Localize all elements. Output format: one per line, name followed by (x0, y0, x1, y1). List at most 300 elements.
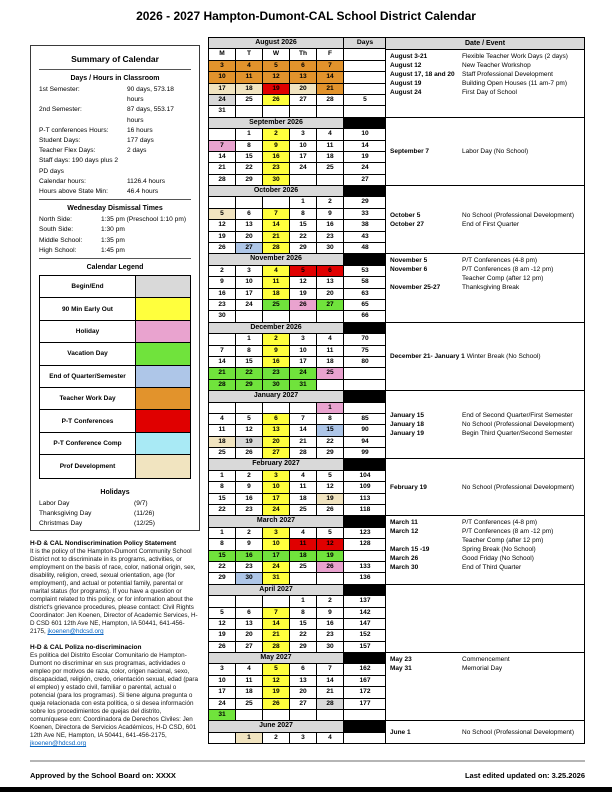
month-events-column (385, 117, 585, 186)
legend-row (40, 321, 190, 343)
dismissal-label: North Side: (39, 216, 72, 224)
stat-label: Staff days: 190 days plus 2 PD days (39, 157, 119, 175)
day-cell: 5 (236, 414, 263, 425)
event-date (390, 536, 460, 545)
day-cell: 30 (263, 175, 290, 186)
day-cell: 4 (290, 471, 317, 482)
legend-label: Holiday (40, 321, 136, 343)
page-title: 2026 - 2027 Hampton-Dumont-CAL School District Calendar (136, 9, 476, 23)
month-events-box (386, 721, 584, 743)
legend-color-swatch (136, 388, 190, 410)
divider (39, 69, 191, 70)
day-cell: 27 (263, 448, 290, 459)
day-cell: 11 (290, 539, 317, 550)
day-cell: 1 (209, 528, 236, 539)
event-date: May 23 (390, 656, 412, 664)
month-block (208, 584, 585, 653)
day-cell: 22 (317, 437, 344, 448)
days-column-black-cell (344, 721, 387, 732)
day-cell: 2 (317, 596, 344, 607)
policy-en-email-link[interactable]: jkoenen@hdcsd.org (47, 628, 104, 635)
day-cell: 24 (263, 505, 290, 516)
month-block (208, 652, 585, 721)
day-cell: 29 (290, 243, 317, 254)
days-count-cell: 167 (344, 676, 387, 687)
days-count-cell: 152 (344, 630, 387, 641)
day-cell: 3 (290, 733, 317, 744)
days-count-cell: 118 (344, 505, 387, 516)
days-column-black-cell (344, 516, 387, 527)
day-cell: 27 (236, 243, 263, 254)
dismissal-row (39, 215, 191, 225)
month-events-box (386, 323, 584, 390)
month-block (208, 185, 585, 254)
month-events-box (386, 585, 584, 652)
day-cell: 12 (209, 619, 236, 630)
month-mini-calendar (208, 652, 386, 721)
legend-label: Teacher Work Day (40, 388, 136, 410)
event-row (390, 545, 580, 554)
event-date: November 6 (390, 266, 428, 274)
month-mini-calendar (208, 117, 386, 186)
days-count-cell: 66 (344, 311, 387, 322)
day-cell: 18 (290, 551, 317, 562)
event-row (390, 518, 580, 527)
day-cell: 20 (290, 687, 317, 698)
event-row (390, 147, 580, 156)
month-events-box (386, 50, 584, 116)
day-cell: 5 (290, 266, 317, 277)
stat-row (39, 85, 191, 105)
day-cell: 1 (209, 471, 236, 482)
event-description: No School (Professional Development) (462, 211, 574, 219)
day-cell: 5 (317, 471, 344, 482)
day-cell: 20 (290, 84, 317, 95)
month-events-box (386, 391, 584, 458)
policy-es-body (30, 652, 200, 748)
month-block (208, 322, 585, 391)
day-cell: 31 (209, 106, 236, 117)
day-cell: 4 (236, 664, 263, 675)
day-cell: 26 (209, 642, 236, 653)
day-cell: 1 (290, 197, 317, 208)
month-block (208, 458, 585, 516)
day-cell: 23 (263, 163, 290, 174)
day-cell: 21 (263, 630, 290, 641)
legend-row (40, 276, 190, 298)
day-cell: 13 (263, 425, 290, 436)
dismissal-heading: Wednesday Dismissal Times (67, 205, 163, 213)
day-cell: 17 (290, 152, 317, 163)
days-count-cell: 10 (344, 129, 387, 140)
event-description: Begin Third Quarter/Second Semester (462, 430, 573, 438)
policy-section (30, 540, 200, 748)
day-cell: 3 (290, 334, 317, 345)
event-row (390, 655, 580, 664)
event-row (390, 274, 580, 283)
days-count-cell: 27 (344, 175, 387, 186)
day-cell: 6 (236, 608, 263, 619)
event-row (390, 70, 580, 79)
day-cell: 18 (236, 687, 263, 698)
legend-row (40, 366, 190, 388)
dismissal-label: Middle School: (39, 236, 83, 244)
dismissal-label: South Side: (39, 226, 74, 234)
legend-row (40, 410, 190, 432)
month-events-box (386, 186, 584, 253)
stat-label: Hours above State Min: (39, 188, 108, 196)
day-cell: 19 (290, 289, 317, 300)
days-column-black-cell (344, 459, 387, 470)
holiday-row (39, 530, 191, 531)
day-cell: 9 (209, 277, 236, 288)
day-cell (209, 197, 236, 208)
day-cell: 30 (236, 573, 263, 584)
month-events-column (385, 515, 585, 584)
stat-label: Teacher Flex Days: (39, 147, 96, 155)
day-cell: 19 (236, 437, 263, 448)
day-cell: 15 (236, 152, 263, 163)
event-description: New Teacher Workshop (462, 62, 531, 70)
days-count-cell: 142 (344, 608, 387, 619)
legend-row (40, 343, 190, 365)
legend-row (40, 433, 190, 455)
month-title: September 2026 (209, 118, 344, 129)
event-description: Staff Professional Development (462, 71, 553, 79)
days-column-black-cell (344, 186, 387, 197)
legend-label: Begin/End (40, 276, 136, 298)
day-cell (263, 596, 290, 607)
event-description: P/T Conferences (4-8 pm) (462, 257, 538, 265)
day-cell: 31 (290, 380, 317, 391)
day-cell: 11 (263, 277, 290, 288)
day-cell: 22 (236, 368, 263, 379)
legend-color-swatch (136, 321, 190, 343)
day-cell: 24 (290, 163, 317, 174)
day-cell: 21 (290, 437, 317, 448)
day-cell: 19 (317, 494, 344, 505)
event-row (390, 79, 580, 88)
event-row (390, 283, 580, 292)
day-cell: 23 (209, 300, 236, 311)
day-cell: 6 (290, 61, 317, 72)
day-cell: 28 (317, 699, 344, 710)
day-cell: 12 (290, 277, 317, 288)
day-cell: 2 (263, 733, 290, 744)
days-count-cell (344, 72, 387, 83)
stat-row (39, 126, 191, 136)
day-cell: 5 (263, 61, 290, 72)
policy-es-email-link[interactable]: jkoenen@hdcsd.org (30, 740, 87, 747)
month-events-box (386, 118, 584, 185)
day-cell: 19 (263, 84, 290, 95)
days-count-cell: 5 (344, 95, 387, 106)
policy-en-heading: H-D & CAL Nondiscrimination Policy Statement (30, 540, 177, 547)
stat-row (39, 156, 191, 176)
days-count-cell: 48 (344, 243, 387, 254)
month-title: March 2027 (209, 516, 344, 527)
event-row (390, 88, 580, 97)
days-count-cell: 162 (344, 664, 387, 675)
day-cell: 5 (209, 209, 236, 220)
event-date: January 19 (390, 430, 424, 438)
month-title: December 2026 (209, 323, 344, 334)
day-cell: 25 (236, 699, 263, 710)
day-cell: 23 (263, 368, 290, 379)
event-row (390, 411, 580, 420)
day-cell: 30 (317, 642, 344, 653)
event-row (390, 429, 580, 438)
month-events-column (385, 652, 585, 721)
day-cell: 2 (263, 334, 290, 345)
day-cell (209, 334, 236, 345)
day-cell: 9 (317, 209, 344, 220)
month-events-column (385, 37, 585, 118)
day-cell: 25 (317, 163, 344, 174)
day-cell: 12 (209, 220, 236, 231)
day-cell: 15 (209, 551, 236, 562)
day-cell (236, 403, 263, 414)
day-cell: 26 (317, 562, 344, 573)
event-date: January 15 (390, 412, 424, 420)
event-date: October 5 (390, 211, 421, 219)
legend-row (40, 298, 190, 320)
event-row (390, 352, 580, 361)
day-cell: 5 (263, 664, 290, 675)
day-cell: 8 (317, 414, 344, 425)
days-count-cell: 94 (344, 437, 387, 448)
days-count-cell: 90 (344, 425, 387, 436)
day-cell: 19 (317, 551, 344, 562)
event-date: August 12 (390, 62, 422, 70)
month-block (208, 117, 585, 186)
day-cell: 3 (290, 129, 317, 140)
event-row (390, 536, 580, 545)
dismissal-row (39, 236, 191, 246)
legend-label: P-T Conferences (40, 410, 136, 432)
content-area (30, 38, 585, 756)
day-cell: 28 (263, 243, 290, 254)
legend-label: P-T Conference Comp (40, 433, 136, 455)
day-cell: 15 (209, 494, 236, 505)
days-count-cell (344, 368, 387, 379)
day-cell: 17 (209, 84, 236, 95)
days-count-cell: 147 (344, 619, 387, 630)
day-cell: 6 (317, 266, 344, 277)
days-count-cell: 24 (344, 163, 387, 174)
bottom-page-bar (0, 787, 612, 792)
day-cell: 20 (236, 232, 263, 243)
day-cell: 16 (236, 494, 263, 505)
day-cell: 2 (236, 471, 263, 482)
day-cell: 15 (236, 357, 263, 368)
holiday-date: (11/26) (134, 509, 155, 517)
day-cell: 17 (290, 357, 317, 368)
legend-color-swatch (136, 410, 190, 432)
holiday-name: Labor Day (39, 499, 70, 507)
day-cell: 21 (317, 84, 344, 95)
days-count-cell: 137 (344, 596, 387, 607)
day-cell: 27 (290, 699, 317, 710)
stat-label: Student Days: (39, 137, 81, 145)
day-cell: 17 (209, 687, 236, 698)
event-date: November 25-27 (390, 284, 441, 292)
days-count-cell: 136 (344, 573, 387, 584)
legend-heading: Calendar Legend (86, 264, 144, 272)
month-events-column (385, 390, 585, 459)
stat-row (39, 146, 191, 156)
dismissal-times (39, 215, 191, 256)
day-cell: 3 (209, 664, 236, 675)
day-cell: 1 (236, 733, 263, 744)
month-title: June 2027 (209, 721, 344, 732)
holiday-row (39, 499, 191, 509)
holiday-row (39, 519, 191, 529)
day-cell: 20 (236, 630, 263, 641)
dismissal-row (39, 246, 191, 256)
day-cell: 12 (317, 482, 344, 493)
day-cell: 10 (209, 676, 236, 687)
event-description: No School (Professional Development) (462, 728, 574, 736)
event-date: December 21- January 1 (390, 352, 465, 360)
days-count-cell: 33 (344, 209, 387, 220)
day-cell: 8 (209, 482, 236, 493)
event-description: End of First Quarter (462, 220, 520, 228)
day-cell: 11 (317, 346, 344, 357)
event-date: October 27 (390, 220, 424, 228)
day-cell: 7 (209, 141, 236, 152)
day-cell: 23 (236, 562, 263, 573)
footer-edited-text: Last edited updated on: 3.25.2026 (464, 771, 585, 780)
day-cell: 9 (236, 482, 263, 493)
day-cell: 10 (290, 141, 317, 152)
event-row (390, 483, 580, 492)
day-cell: 19 (263, 687, 290, 698)
dismissal-value: 1:35 pm (101, 236, 125, 244)
day-cell: 26 (290, 300, 317, 311)
stat-value: 16 hours (127, 126, 153, 134)
event-row (390, 256, 580, 265)
month-events-column (385, 322, 585, 391)
calendar-legend (39, 275, 191, 479)
days-column-header: Days (344, 38, 387, 49)
day-cell: 30 (263, 380, 290, 391)
month-block (208, 253, 585, 322)
month-events-column (385, 185, 585, 254)
day-cell: 13 (290, 72, 317, 83)
day-cell: 22 (290, 630, 317, 641)
event-description: Building Open Houses (11 am-7 pm) (462, 80, 568, 88)
month-events-column (385, 584, 585, 653)
event-date: March 12 (390, 528, 419, 536)
day-cell: 12 (263, 676, 290, 687)
days-count-cell: 38 (344, 220, 387, 231)
holiday-name: Thanksgiving Day (39, 509, 92, 517)
event-description: P/T Conferences (8 am -12 pm) (462, 266, 554, 274)
event-date: March 26 (390, 555, 419, 563)
event-date: February 19 (390, 483, 427, 491)
day-cell: 24 (290, 368, 317, 379)
days-count-cell: 113 (344, 494, 387, 505)
policy-es-text: Es politica del Distrito Escolar Comunitario de Hampton-Dumont no discriminar en sus programas, actividades o empleo por motivos de raza, color, origen nacional, sexo, discapacidad, religión, credo, orientación sexual, edad (para el empleo) y estado civil, familiar o parental, actual o potencial (para los programas). Si tiene alguna pregunta o queja relacionada con esta política, o si desea información sobre los procedimientos de quejas del distrito, comuníquese con: Coordinadora de Derechos Civiles: Jen Koenen, Directora de Servicios Académicos, H-D CSD, 601 12th Ave NE, Hampton, IA 50441, 641-456-2175, (30, 652, 199, 739)
event-date: September 7 (390, 147, 430, 155)
days-count-cell: 65 (344, 300, 387, 311)
day-cell (236, 197, 263, 208)
holidays-list (39, 499, 191, 531)
dismissal-value: 1:45 pm (101, 246, 125, 254)
event-description: Good Friday (No School) (462, 555, 534, 563)
weekday-header-cell: M (209, 49, 236, 60)
day-cell: 24 (209, 95, 236, 106)
weekday-header-cell: T (236, 49, 263, 60)
day-cell: 16 (317, 619, 344, 630)
days-count-cell: 75 (344, 346, 387, 357)
day-cell: 9 (263, 346, 290, 357)
day-cell: 13 (290, 676, 317, 687)
day-cell: 3 (209, 61, 236, 72)
days-hours-stats (39, 85, 191, 197)
day-cell: 27 (236, 642, 263, 653)
day-cell: 6 (290, 664, 317, 675)
day-cell: 7 (290, 414, 317, 425)
event-date (390, 274, 460, 283)
day-cell: 16 (263, 152, 290, 163)
day-cell: 15 (290, 619, 317, 630)
day-cell: 12 (263, 72, 290, 83)
month-mini-calendar (208, 458, 386, 516)
day-cell: 10 (263, 539, 290, 550)
stat-label: 2nd Semester: (39, 106, 82, 114)
day-cell: 31 (209, 710, 236, 721)
calendar-months (208, 38, 585, 756)
event-description: No School (Professional Development) (462, 483, 574, 491)
days-count-cell: 80 (344, 357, 387, 368)
day-cell: 26 (317, 505, 344, 516)
holiday-date: (9/7) (134, 499, 148, 507)
day-cell: 27 (317, 300, 344, 311)
policy-es-heading: H-D & CAL Poliza no-discriminacion (30, 644, 142, 651)
stat-value: 2 days (127, 147, 147, 155)
days-count-cell: 70 (344, 334, 387, 345)
day-cell: 28 (290, 448, 317, 459)
day-cell: 24 (209, 699, 236, 710)
day-cell: 11 (290, 482, 317, 493)
stat-value: 46.4 hours (127, 188, 159, 196)
day-cell: 28 (209, 380, 236, 391)
month-title: August 2026 (209, 38, 344, 49)
days-count-cell: 58 (344, 277, 387, 288)
month-title: November 2026 (209, 254, 344, 265)
dismissal-value: 1:30 pm (101, 226, 125, 234)
day-cell: 21 (209, 163, 236, 174)
days-column-black-cell (344, 118, 387, 129)
event-date: August 17, 18 and 20 (390, 71, 455, 79)
days-column-black-cell (344, 391, 387, 402)
day-cell (290, 403, 317, 414)
day-cell: 4 (317, 129, 344, 140)
day-cell: 1 (236, 129, 263, 140)
month-mini-calendar (208, 390, 386, 459)
divider (39, 258, 191, 259)
legend-color-swatch (136, 276, 190, 298)
day-cell: 16 (263, 357, 290, 368)
event-date: June 1 (390, 728, 411, 736)
stat-row (39, 136, 191, 146)
day-cell: 11 (317, 141, 344, 152)
day-cell: 19 (209, 232, 236, 243)
stat-value (127, 156, 191, 176)
day-cell: 11 (236, 676, 263, 687)
